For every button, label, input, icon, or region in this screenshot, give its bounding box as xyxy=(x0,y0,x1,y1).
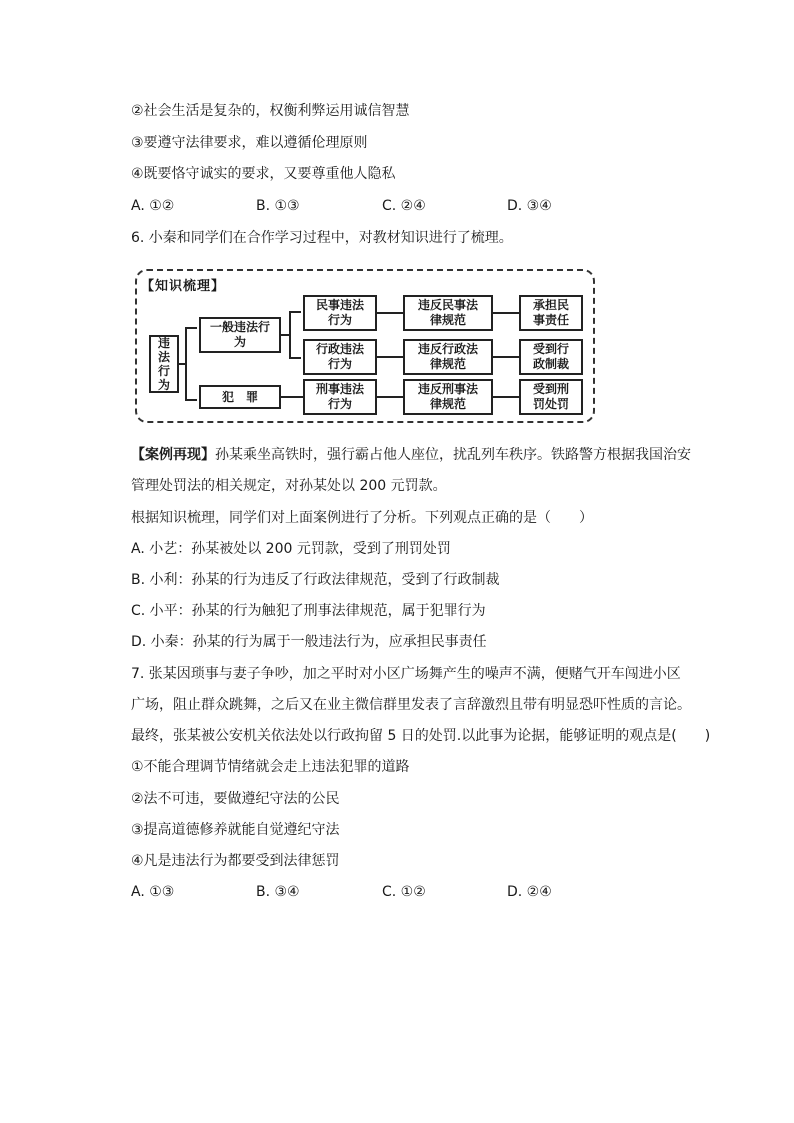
norm-label-admin: 违反行政法律规范 xyxy=(417,342,478,371)
q6-choice-c[interactable]: C. 小平：孙某的行为触犯了刑事法律规范，属于犯罪行为 xyxy=(131,603,486,619)
q7-option-d[interactable]: D. ②④ xyxy=(507,884,552,900)
general-label: 一般违法行为 xyxy=(210,320,271,349)
q7-stem-2: 广场，阻止群众跳舞，之后又在业主微信群里发表了言辞激烈且带有明显恐吓性质的言论。 xyxy=(131,697,691,713)
q7-option-c[interactable]: C. ①② xyxy=(382,884,426,900)
knowledge-diagram xyxy=(131,267,597,425)
q5-option-a[interactable]: A. ①② xyxy=(131,198,175,214)
result-label-criminal: 受到刑罚处罚 xyxy=(532,382,569,411)
q7-statement-1: ①不能合理调节情绪就会走上违法犯罪的道路 xyxy=(131,759,410,775)
q5-option-b[interactable]: B. ①③ xyxy=(256,198,300,214)
act-box-civil xyxy=(303,295,377,331)
q7-statement-2: ②法不可违，要做遵纪守法的公民 xyxy=(131,791,340,807)
q5-options xyxy=(131,196,651,216)
general-brace xyxy=(289,311,291,359)
q6-case-text-1: 孙某乘坐高铁时，强行霸占他人座位，扰乱列车秩序。铁路警方根据我国治安 xyxy=(215,447,691,463)
q5-statement-4: ④既要恪守诚实的要求，又要尊重他人隐私 xyxy=(131,166,396,182)
norm-box-admin xyxy=(403,339,493,375)
q7-stem-1: 7. 张某因琐事与妻子争吵，加之平时对小区广场舞产生的噪声不满，便赌气开车闯进小区 xyxy=(131,666,681,682)
q7-stem-3: 最终，张某被公安机关依法处以行政拘留 5 日的处罚.以此事为论据，能够证明的观点是( ) xyxy=(131,728,711,744)
q6-case-text-2: 管理处罚法的相关规定，对孙某处以 200 元罚款。 xyxy=(131,478,447,494)
crime-connector xyxy=(281,396,303,398)
act-label-criminal: 刑事违法行为 xyxy=(315,382,364,411)
general-brace-mid xyxy=(281,334,289,336)
q7-option-b[interactable]: B. ③④ xyxy=(256,884,300,900)
connector-civil-1 xyxy=(377,312,403,314)
connector-admin-1 xyxy=(377,356,403,358)
connector-criminal-1 xyxy=(377,396,403,398)
norm-label-civil: 违反民事法律规范 xyxy=(417,298,478,327)
q5-option-c[interactable]: C. ②④ xyxy=(382,198,426,214)
general-brace-bottom xyxy=(289,357,301,359)
root-label: 违法行为 xyxy=(157,336,170,392)
q6-stem: 6. 小秦和同学们在合作学习过程中，对教材知识进行了梳理。 xyxy=(131,230,513,246)
general-brace-top xyxy=(289,311,301,313)
root-brace-top xyxy=(185,327,197,329)
root-box xyxy=(149,335,179,393)
q6-question: 根据知识梳理，同学们对上面案例进行了分析。下列观点正确的是（ ） xyxy=(131,510,593,526)
q5-option-d[interactable]: D. ③④ xyxy=(507,198,552,214)
general-box xyxy=(199,317,281,353)
q6-choice-b[interactable]: B. 小利：孙某的行为违反了行政法律规范，受到了行政制裁 xyxy=(131,572,500,588)
norm-label-criminal: 违反刑事法律规范 xyxy=(417,382,478,411)
q7-options xyxy=(131,882,651,902)
q6-choice-d[interactable]: D. 小秦：孙某的行为属于一般违法行为，应承担民事责任 xyxy=(131,634,487,650)
q7-statement-4: ④凡是违法行为都要受到法律惩罚 xyxy=(131,853,340,869)
q7-option-a[interactable]: A. ①③ xyxy=(131,884,175,900)
q5-statement-3: ③要遵守法律要求，难以遵循伦理原则 xyxy=(131,135,368,151)
q5-statement-2: ②社会生活是复杂的，权衡利弊运用诚信智慧 xyxy=(131,103,410,119)
root-brace-bottom xyxy=(185,399,197,401)
crime-box xyxy=(199,385,281,409)
act-label-admin: 行政违法行为 xyxy=(315,342,364,371)
norm-box-criminal xyxy=(403,379,493,415)
result-box-admin xyxy=(519,339,583,375)
q7-statement-3: ③提高道德修养就能自觉遵纪守法 xyxy=(131,822,340,838)
q6-case-label: 【案例再现】 xyxy=(131,447,215,463)
norm-box-civil xyxy=(403,295,493,331)
act-label-civil: 民事违法行为 xyxy=(315,298,364,327)
connector-admin-2 xyxy=(493,356,519,358)
result-box-civil xyxy=(519,295,583,331)
root-brace-mid xyxy=(179,363,187,365)
crime-label: 犯 罪 xyxy=(221,389,258,404)
diagram-title: 【知识梳理】 xyxy=(141,279,226,294)
q6-case-line-1 xyxy=(131,445,691,465)
connector-civil-2 xyxy=(493,312,519,314)
result-label-civil: 承担民事责任 xyxy=(532,298,569,327)
q6-choice-a[interactable]: A. 小艺：孙某被处以 200 元罚款，受到了刑罚处罚 xyxy=(131,541,451,557)
act-box-admin xyxy=(303,339,377,375)
result-label-admin: 受到行政制裁 xyxy=(532,342,569,371)
result-box-criminal xyxy=(519,379,583,415)
connector-criminal-2 xyxy=(493,396,519,398)
act-box-criminal xyxy=(303,379,377,415)
